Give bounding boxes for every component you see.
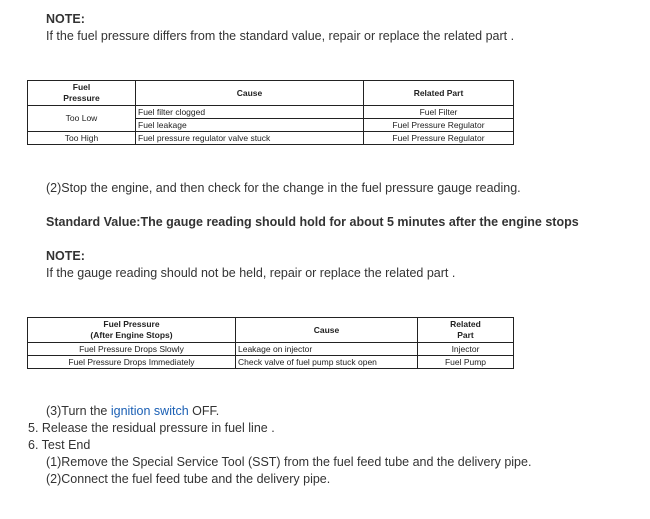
standard-value: Standard Value:The gauge reading should hold for about 5 minutes after the engine stops xyxy=(46,215,579,229)
cause-cell: Fuel pressure regulator valve stuck xyxy=(136,132,364,145)
ignition-switch-link[interactable]: ignition switch xyxy=(110,404,189,418)
list-item-5: 5. Release the residual pressure in fuel line . xyxy=(28,421,275,435)
note-heading: NOTE: xyxy=(46,12,85,26)
cause-cell: Check valve of fuel pump stuck open xyxy=(236,356,418,369)
col-header-related-part: Related Part xyxy=(418,318,514,343)
part-cell: Fuel Pump xyxy=(418,356,514,369)
step-3-prefix: (3)Turn the xyxy=(46,404,111,418)
cause-cell: Fuel leakage xyxy=(136,119,364,132)
note-text: If the gauge reading should not be held, repair or replace the related part . xyxy=(46,266,456,280)
table-row xyxy=(28,356,514,369)
step-3-text xyxy=(46,403,219,419)
col-header-fuel-pressure: Fuel Pressure xyxy=(28,81,136,106)
cause-cell: Fuel filter clogged xyxy=(136,106,364,119)
part-cell: Injector xyxy=(418,343,514,356)
col-header-cause: Cause xyxy=(136,81,364,106)
table-row xyxy=(28,343,514,356)
cause-cell: Leakage on injector xyxy=(236,343,418,356)
table-row xyxy=(28,132,514,145)
col-header-cause: Cause xyxy=(236,318,418,343)
pressure-cell: Too Low xyxy=(28,106,136,132)
table-header-row xyxy=(28,318,514,343)
col-header-fuel-pressure: Fuel Pressure (After Engine Stops) xyxy=(28,318,236,343)
sub-step-1: (1)Remove the Special Service Tool (SST) from the fuel feed tube and the delivery pipe. xyxy=(46,455,532,469)
fuel-pressure-table xyxy=(27,80,514,145)
note-heading: NOTE: xyxy=(46,249,85,263)
pressure-drop-table xyxy=(27,317,514,369)
table-row xyxy=(28,106,514,119)
part-cell: Fuel Pressure Regulator xyxy=(364,132,514,145)
part-cell: Fuel Filter xyxy=(364,106,514,119)
sub-step-2: (2)Connect the fuel feed tube and the delivery pipe. xyxy=(46,472,331,486)
step-2-text: (2)Stop the engine, and then check for the change in the fuel pressure gauge reading. xyxy=(46,181,521,195)
pressure-cell: Too High xyxy=(28,132,136,145)
col-header-related-part: Related Part xyxy=(364,81,514,106)
step-3-suffix: OFF. xyxy=(188,404,220,418)
part-cell: Fuel Pressure Regulator xyxy=(364,119,514,132)
pressure-cell: Fuel Pressure Drops Slowly xyxy=(28,343,236,356)
note-text: If the fuel pressure differs from the standard value, repair or replace the related part . xyxy=(46,29,515,43)
table-header-row xyxy=(28,81,514,106)
pressure-cell: Fuel Pressure Drops Immediately xyxy=(28,356,236,369)
list-item-6: 6. Test End xyxy=(28,438,91,452)
